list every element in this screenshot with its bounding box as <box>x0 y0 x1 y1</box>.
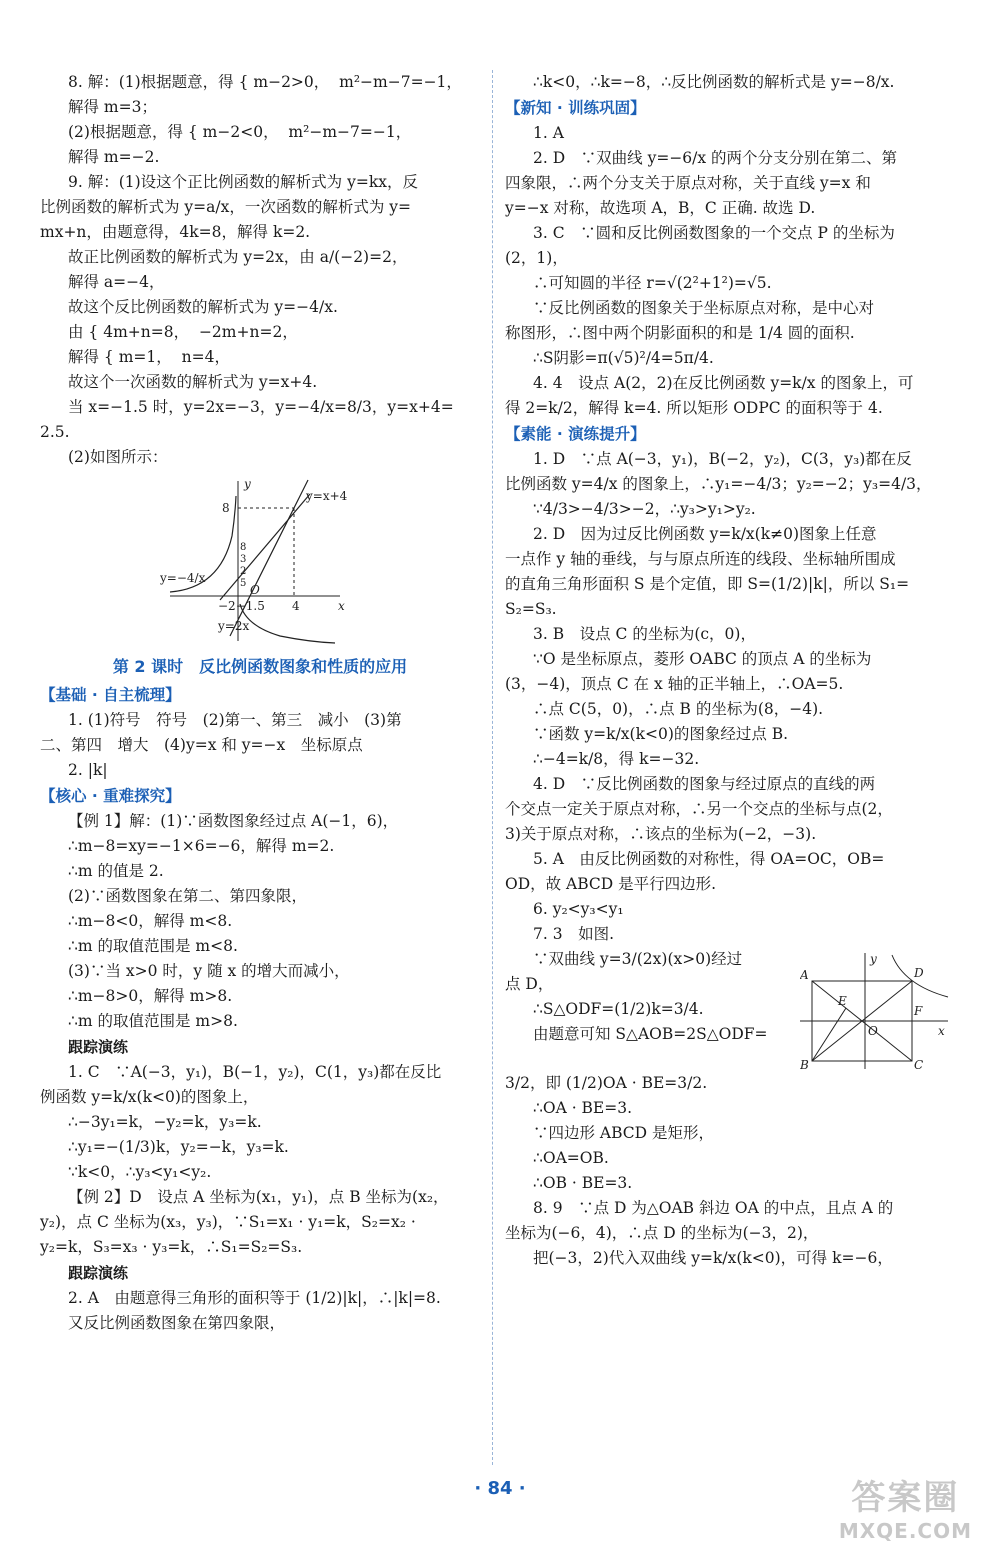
text-line: 2. D 因为过反比例函数 y=k/x(k≠0)图象上任意 <box>533 525 877 543</box>
text-line: ∵函数 y=k/x(k<0)的图象经过点 B. <box>533 725 789 743</box>
text-line: ∴m−8<0，解得 m<8. <box>68 912 233 930</box>
text-line: 6. y₂<y₃<y₁ <box>533 900 624 918</box>
y-axis-label: y <box>870 952 877 966</box>
point-label-b: B <box>800 1058 809 1071</box>
text-line: 比例函数 y=4/x 的图象上，∴y₁=−4/3；y₂=−2；y₃=4/3， <box>505 475 932 493</box>
text-line: ∴m−8=xy=−1×6=−6，解得 m=2. <box>68 837 335 855</box>
text-line: ∵k<0，∴y₃<y₁<y₂. <box>68 1163 212 1181</box>
text-line: y₂=k，S₃=x₃ · y₃=k，∴S₁=S₂=S₃. <box>40 1238 303 1256</box>
small-label: 3 <box>240 554 247 565</box>
text-line: ∵双曲线 y=3/(2x)(x>0)经过 <box>533 950 743 968</box>
text-line: 解得 m=−2. <box>68 148 160 166</box>
small-label: 2 <box>240 566 247 577</box>
text-line: ∵4/3>−4/3>−2，∴y₃>y₁>y₂. <box>533 500 756 518</box>
watermark-logo <box>839 1470 972 1543</box>
origin-label: O <box>250 583 260 597</box>
right-column <box>505 70 950 1271</box>
point-label-f: F <box>914 1004 923 1018</box>
text-line: 2.5. <box>40 423 70 441</box>
text-line: ∴m 的取值范围是 m<8. <box>68 937 238 955</box>
text-line: 解得 { m=1， n=4， <box>68 348 230 366</box>
text-line: (3，−4)，顶点 C 在 x 轴的正半轴上，∴OA=5. <box>505 675 844 693</box>
text-line: 7. 3 如图. <box>533 925 615 943</box>
text-line: 比例函数的解析式为 y=a/x，一次函数的解析式为 y= <box>40 198 412 216</box>
lesson-title: 第 2 课时 反比例函数图象和性质的应用 <box>112 657 408 676</box>
text-line: (3)∵当 x>0 时，y 随 x 的增大而减小， <box>68 962 350 980</box>
text-line: 的直角三角形面积 S 是个定值，即 S=(1/2)|k|，所以 S₁= <box>505 575 910 593</box>
tick-label-4: 4 <box>292 599 300 613</box>
text-line: 2. |k| <box>68 761 108 779</box>
text-line: ∴−3y₁=k，−y₂=k，y₃=k. <box>68 1113 262 1131</box>
text-line: 个交点一定关于原点对称，∴另一个交点的坐标与点(2， <box>505 800 893 818</box>
line-label-x-plus-4: y=x+4 <box>306 489 348 503</box>
point-label-c: C <box>914 1058 924 1071</box>
subsection-header: 跟踪演练 <box>68 1038 129 1056</box>
text-line: ∴OA · BE=3. <box>533 1099 633 1117</box>
y-axis-label: y <box>244 477 251 491</box>
text-line: 一点作 y 轴的垂线，与与原点所连的线段、坐标轴所围成 <box>505 550 896 568</box>
text-line: y₂)，点 C 坐标为(x₃，y₃)，∵S₁=x₁ · y₁=k，S₂=x₂ · <box>40 1213 416 1231</box>
x-axis-label: x <box>938 1024 945 1038</box>
text-line: (2)如图所示： <box>68 448 168 466</box>
function-graph <box>160 476 400 646</box>
text-line: 坐标为(−6，4)，∴点 D 的坐标为(−3，2)， <box>505 1224 819 1242</box>
text-line: ∴m−8>0，解得 m>8. <box>68 987 233 1005</box>
text-line: ∴−4=k/8，得 k=−32. <box>533 750 700 768</box>
text-line: 又反比例函数图象在第四象限， <box>68 1314 286 1332</box>
watermark-text-bottom: MXQE.COM <box>838 1519 972 1543</box>
text-line: ∵O 是坐标原点，菱形 OABC 的顶点 A 的坐标为 <box>533 650 872 668</box>
text-line: mx+n，由题意得，4k=8，解得 k=2. <box>40 223 311 241</box>
text-line: ∵四边形 ABCD 是矩形， <box>533 1124 715 1142</box>
text-line: 3)关于原点对称，∴该点的坐标为(−2，−3). <box>505 825 817 843</box>
section-header: 【核心 · 重难探究】 <box>40 787 181 805</box>
rectangle-figure <box>800 951 950 1071</box>
subsection-header: 跟踪演练 <box>68 1264 129 1282</box>
text-line: ∴点 C(5，0)，∴点 B 的坐标为(8，−4). <box>533 700 824 718</box>
text-line: y=−x 对称，故选项 A，B，C 正确. 故选 D. <box>505 199 816 217</box>
text-line: ∴S阴影=π(√5)²/4=5π/4. <box>533 349 714 367</box>
text-line: 1. A <box>533 124 564 142</box>
text-line: OD，故 ABCD 是平行四边形. <box>505 875 717 893</box>
page-number: · 84 · <box>474 1478 526 1499</box>
text-line: ∵反比例函数的图象关于坐标原点对称，是中心对 <box>533 299 875 317</box>
segment-be <box>812 1008 846 1061</box>
text-line: 2. A 由题意得三角形的面积等于 (1/2)|k|，∴|k|=8. <box>68 1289 441 1307</box>
text-line: ∴m 的值是 2. <box>68 862 164 880</box>
text-line: 解得 a=−4， <box>68 273 165 291</box>
text-line: ∴k<0，∴k=−8，∴反比例函数的解析式是 y=−8/x. <box>533 73 895 91</box>
text-line: 四象限，∴两个分支关于原点对称，关于直线 y=x 和 <box>505 174 871 192</box>
text-line: ∴y₁=−(1/3)k，y₂=−k，y₃=k. <box>68 1138 289 1156</box>
small-label: 8 <box>240 542 247 553</box>
point-label-a: A <box>800 968 809 982</box>
left-column <box>40 70 480 1336</box>
text-line: 故正比例函数的解析式为 y=2x，由 a/(−2)=2， <box>68 248 408 266</box>
text-line: ∴S△ODF=(1/2)k=3/4. <box>533 1000 704 1018</box>
text-line: ∴m 的取值范围是 m>8. <box>68 1012 238 1030</box>
text-line: 4. D ∵反比例函数的图象与经过原点的直线的两 <box>533 775 876 793</box>
text-line: 故这个反比例函数的解析式为 y=−4/x. <box>68 298 338 316</box>
x-axis-label: x <box>338 599 345 613</box>
text-line: 3/2，即 (1/2)OA · BE=3/2. <box>505 1074 708 1092</box>
point-label-d: D <box>914 966 924 980</box>
text-line: 由题意可知 S△AOB=2S△ODF= <box>533 1025 768 1043</box>
text-line: 故这个一次函数的解析式为 y=x+4. <box>68 373 318 391</box>
text-line: 8. 解：(1)根据题意，得 { m−2>0， m²−m−7=−1， <box>68 73 462 91</box>
q8-q9-solution <box>40 70 480 470</box>
line-label-2x: y=2x <box>218 619 250 633</box>
text-line: 解得 m=3； <box>68 98 157 116</box>
text-line: 5. A 由反比例函数的对称性，得 OA=OC，OB= <box>533 850 885 868</box>
text-line: 3. B 设点 C 的坐标为(c，0)， <box>533 625 756 643</box>
tick-label-8: 8 <box>222 501 230 515</box>
line-y-x-plus-4 <box>220 494 310 600</box>
text-line: S₂=S₃. <box>505 600 557 618</box>
text-line: 【例 1】解：(1)∵函数图象经过点 A(−1，6)， <box>68 812 399 830</box>
text-line: 点 D， <box>505 975 554 993</box>
point-label-o: O <box>868 1024 878 1038</box>
hyperbola-label: y=−4/x <box>160 571 206 585</box>
text-line: 3. C ∵圆和反比例函数图象的一个交点 P 的坐标为 <box>533 224 895 242</box>
text-line: (2)∵函数图象在第二、第四象限， <box>68 887 307 905</box>
text-line: 1. D ∵点 A(−3，y₁)，B(−2，y₂)，C(3，y₃)都在反 <box>533 450 912 468</box>
text-line: 称图形，∴图中两个阴影面积的和是 1/4 圆的面积. <box>505 324 855 342</box>
text-line: ∴OA=OB. <box>533 1149 609 1167</box>
text-line: 4. 4 设点 A(2，2)在反比例函数 y=k/x 的图象上，可 <box>533 374 914 392</box>
small-label: 5 <box>240 578 247 589</box>
text-line: ∴OB · BE=3. <box>533 1174 633 1192</box>
text-line: 得 2=k/2，解得 k=4. 所以矩形 ODPC 的面积等于 4. <box>505 399 883 417</box>
text-line: 当 x=−1.5 时，y=2x=−3，y=−4/x=8/3，y=x+4= <box>68 398 454 416</box>
text-line: (2)根据题意，得 { m−2<0， m²−m−7=−1， <box>68 123 412 141</box>
text-line: 由 { 4m+n=8， −2m+n=2， <box>68 323 298 341</box>
x-tick-labels: −2−1.5 <box>218 599 265 613</box>
text-line: 1. (1)符号 符号 (2)第一、第三 减小 (3)第 <box>68 711 402 729</box>
text-line: 把(−3，2)代入双曲线 y=k/x(k<0)，可得 k=−6， <box>533 1249 893 1267</box>
text-line: 9. 解：(1)设这个正比例函数的解析式为 y=kx，反 <box>68 173 418 191</box>
text-line: 例函数 y=k/x(k<0)的图象上， <box>40 1088 259 1106</box>
section-header: 【素能 · 演练提升】 <box>505 425 646 443</box>
watermark-text-top: 答案圈 <box>851 1478 960 1518</box>
column-divider <box>492 70 493 1465</box>
text-line: 【例 2】D 设点 A 坐标为(x₁，y₁)，点 B 坐标为(x₂， <box>68 1188 449 1206</box>
text-line: ∴可知圆的半径 r=√(2²+1²)=√5. <box>533 274 772 292</box>
text-line: (2，1)， <box>505 249 568 267</box>
text-line: 二、第四 增大 (4)y=x 和 y=−x 坐标原点 <box>40 736 363 754</box>
point-label-e: E <box>838 994 847 1008</box>
section-header: 【新知 · 训练巩固】 <box>505 99 646 117</box>
text-line: 1. C ∵A(−3，y₁)，B(−1，y₂)，C(1，y₃)都在反比 <box>68 1063 442 1081</box>
text-line: 2. D ∵双曲线 y=−6/x 的两个分支分别在第二、第 <box>533 149 898 167</box>
text-line: 8. 9 ∵点 D 为△OAB 斜边 OA 的中点，且点 A 的 <box>533 1199 894 1217</box>
section-header: 【基础 · 自主梳理】 <box>40 686 181 704</box>
